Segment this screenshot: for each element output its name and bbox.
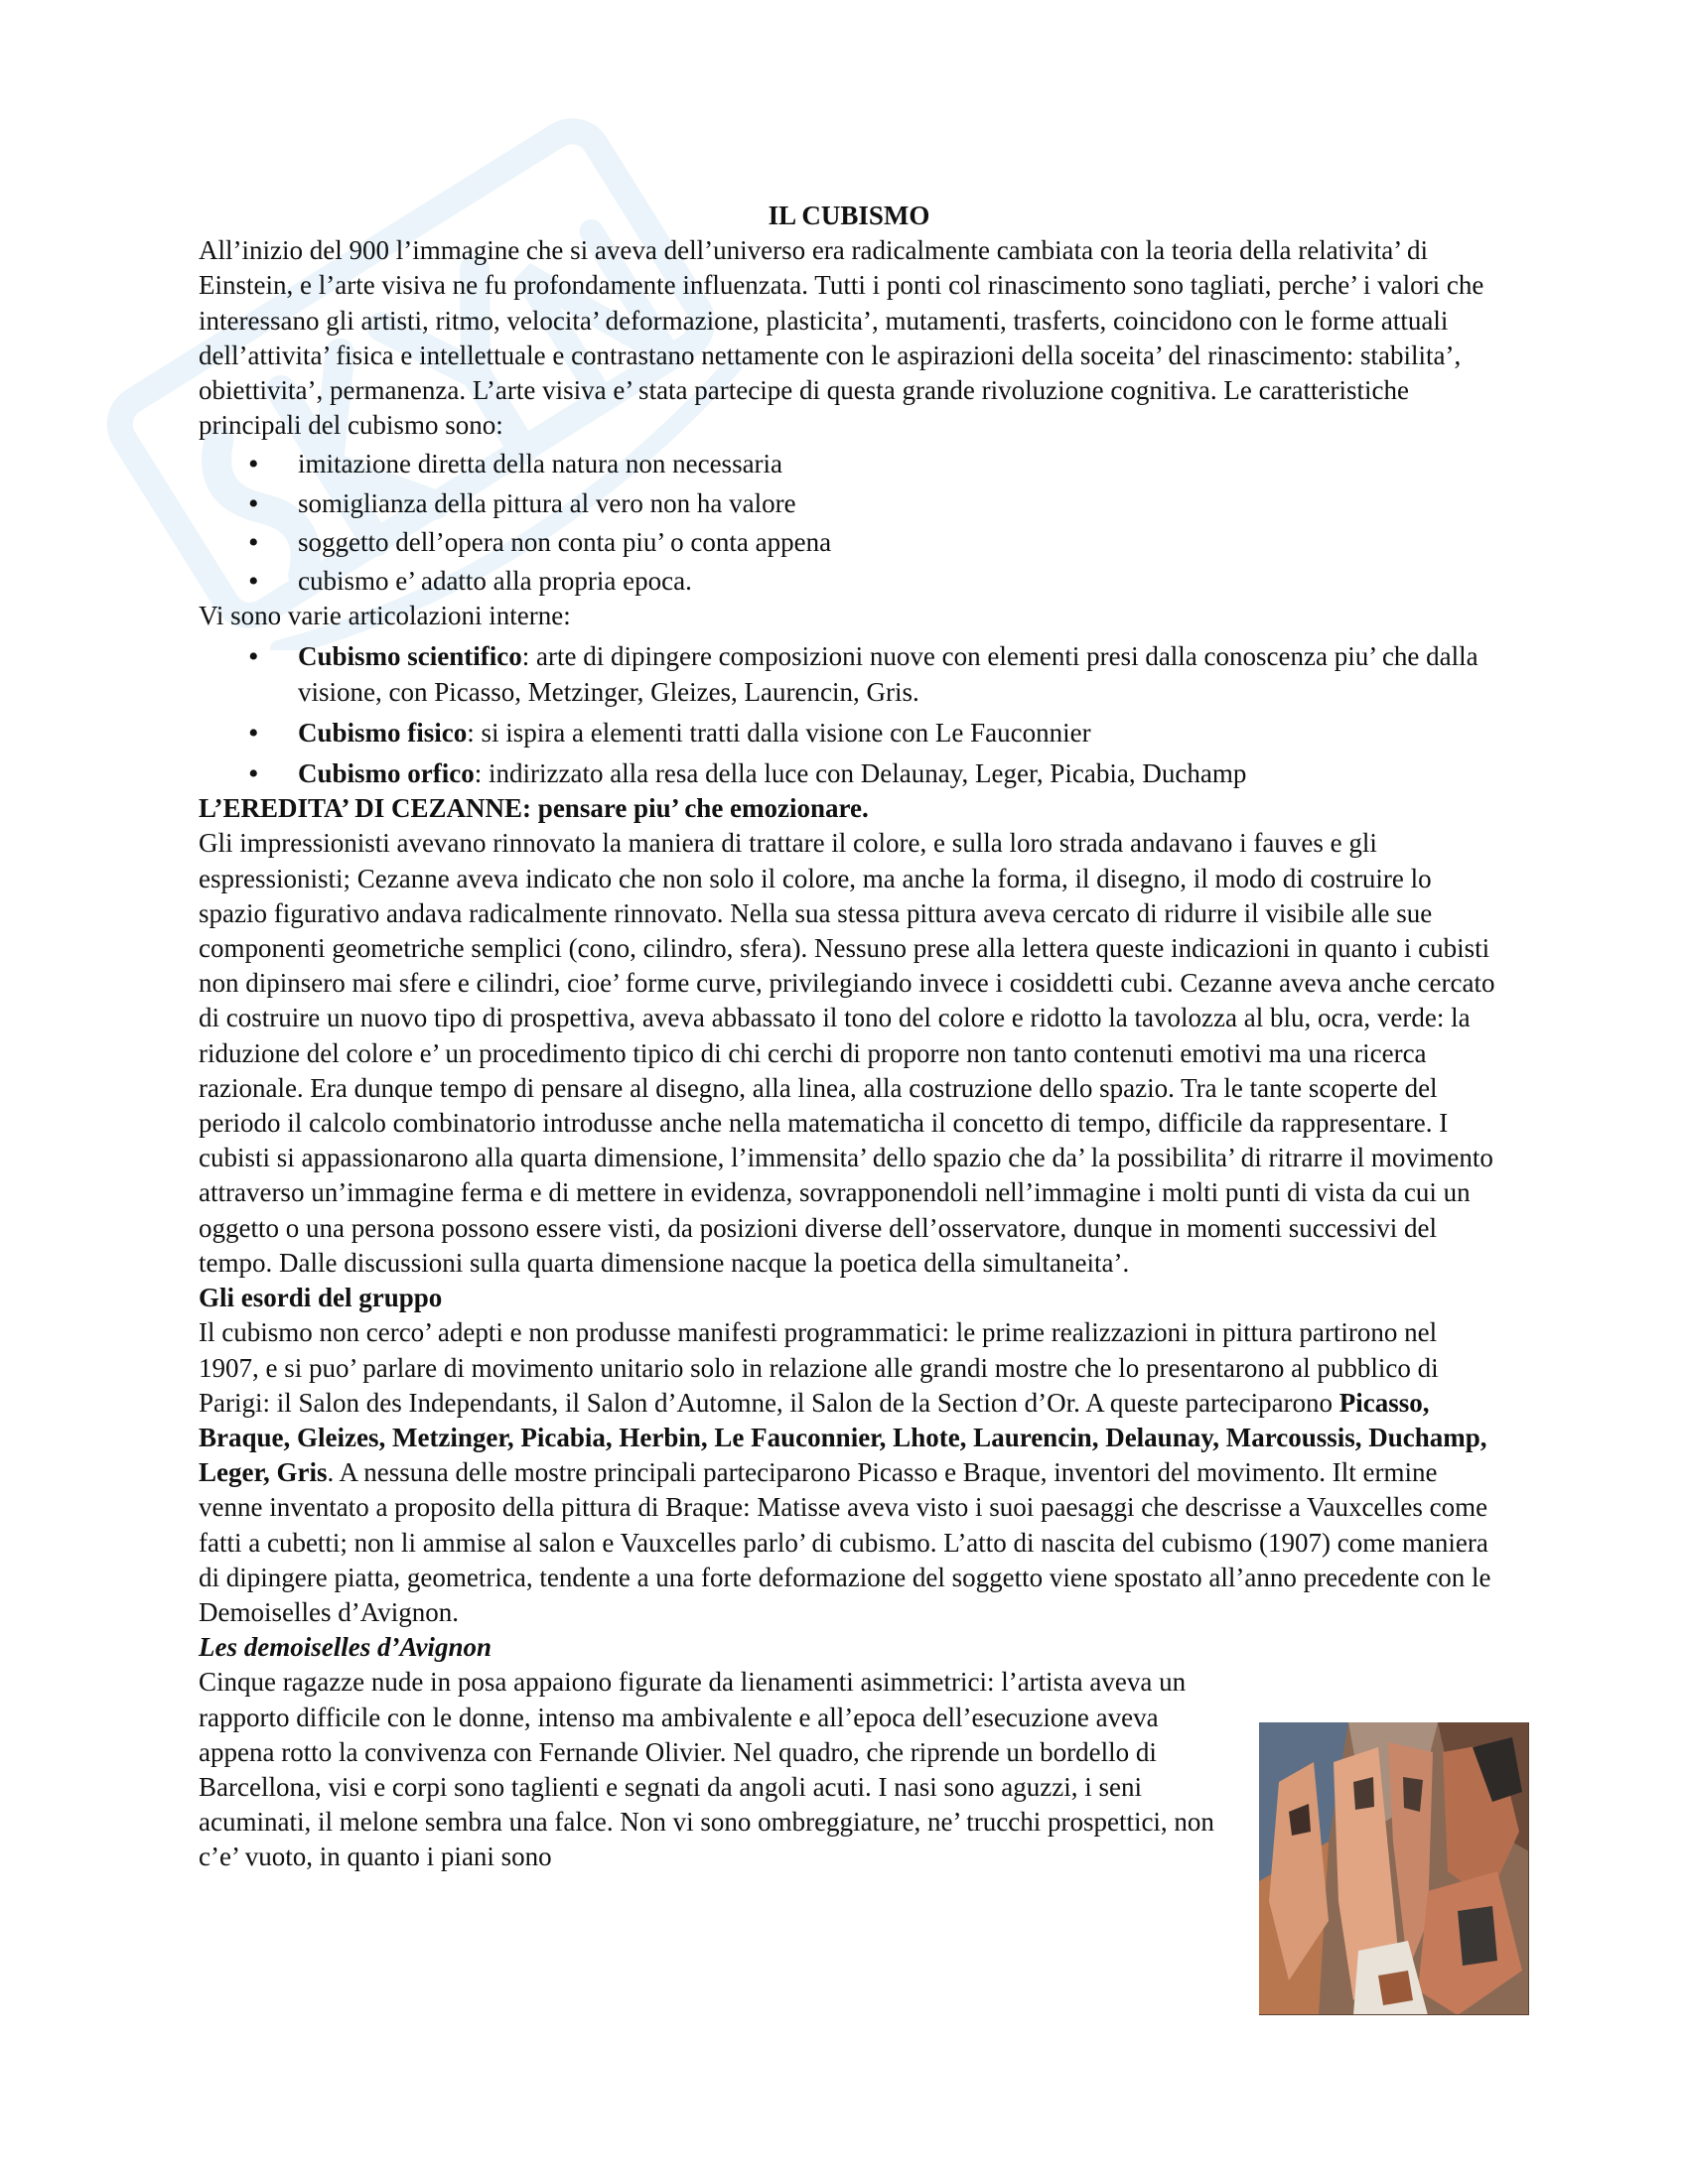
intro-paragraph: All’inizio del 900 l’immagine che si aveva dell’universo era radicalmente cambiata con la teoria della relativita’ di Einstein, e l’arte visiva ne fu profondamente influenzata. Tutti i ponti col rinascimento sono tagliati, perche’ i valori che interessano gli artisti, ritmo, velocita’ deformazione, plasticita’, mutamenti, trasferts, coincidono con le forme attuali dell’attivita’ fisica e intellettuale e contrastano nettamente con le aspirazioni della soceita’ del rinascimento: stabilita’, obiettivita’, permanenza. L’arte visiva e’ stata partecipe di questa grande rivoluzione cognitiva. Le caratteristiche principali del cubismo sono: [199,235,1484,441]
features-list [199,447,1499,599]
list-item [199,756,1499,791]
list-item: • cubismo e’ adatto alla propria epoca. [199,564,1499,599]
esordi-paragraph [199,1315,1499,1630]
esordi-text-after: . A nessuna delle mostre principali parteciparono Picasso e Braque, inventori del movimento. Ilt ermine venne inventato a proposito della pittura di Braque: Matisse aveva visto i suoi paesaggi che descrisse a Vauxcelles come fatti a cubetti; non li ammise al salon e Vauxcelles parlo’ di cubismo. L’atto di nascita del cubismo (1907) come maniera di dipingere piatta, geometrica, tendente a una forte deformazione del soggetto viene spostato all’anno precedente con le Demoiselles d’Avignon. [199,1457,1491,1627]
articulation-term: Cubismo scientifico [298,641,522,672]
list-item: • imitazione diretta della natura non necessaria [199,447,1499,481]
demoiselles-paragraph: Cinque ragazze nude in posa appaiono figurate da lienamenti asimmetrici: l’artista aveva un rapporto difficile con le donne, intenso ma ambivalente e all’epoca dell’esecuzione aveva appena rotto la convivenza con Fernande Olivier. Nel quadro, che riprende un bordello di Barcellona, visi e corpi sono taglienti e segnati da angoli acuti. I nasi sono aguzzi, i seni acuminati, il melone sembra una falce. Non vi sono ombreggiature, ne’ trucchi prospettici, non c’e’ vuoto, in quanto i piani sono [199,1667,1214,1872]
esordi-text-before: Il cubismo non cerco’ adepti e non produsse manifesti programmatici: le prime realizzazioni in pittura partirono nel 1907, e si puo’ parlare di movimento unitario solo in relazione alle grandi mostre che lo presentarono al pubblico di Parigi: il Salon des Independants, il Salon d’Automne, il Salon de la Section d’Or. A queste parteciparono [199,1317,1439,1418]
articulations-intro: Vi sono varie articolazioni interne: [199,601,571,631]
articulation-term: Cubismo orfico [298,758,475,789]
section-heading-demoiselles: Les demoiselles d’Avignon [199,1632,492,1663]
articulation-text: : si ispira a elementi tratti dalla visione con Le Fauconnier [467,717,1091,748]
section-heading-cezanne: L’EREDITA’ DI CEZANNE: pensare piu’ che emozionare. [199,793,869,824]
esordi-artists: Picasso, Braque, Gleizes, Metzinger, Picabia, Herbin, Le Fauconnier, Lhote, Laurencin, Delaunay, Marcoussis, Duchamp, Leger, Gris [199,1387,1487,1488]
articulation-term: Cubismo fisico [298,717,468,748]
articulation-text: : arte di dipingere composizioni nuove con elementi presi dalla conoscenza piu’ che dalla visione, con Picasso, Metzinger, Gleizes, Laurencin, Gris. [298,641,1478,707]
articulation-text: : indirizzato alla resa della luce con Delaunay, Leger, Picabia, Duchamp [474,758,1247,789]
list-item [199,716,1499,751]
document-title: IL CUBISMO [768,201,930,230]
articulations-list [199,639,1499,791]
section-heading-esordi: Gli esordi del gruppo [199,1283,443,1313]
list-item [199,639,1499,709]
list-item: • soggetto dell’opera non conta piu’ o conta appena [199,525,1499,560]
document-page [199,199,1499,1875]
list-item: • somiglianza della pittura al vero non ha valore [199,486,1499,521]
painting-image [1259,1722,1529,2015]
cezanne-paragraph: Gli impressionisti avevano rinnovato la maniera di trattare il colore, e sulla loro strada andavano i fauves e gli espressionisti; Cezanne aveva indicato che non solo il colore, ma anche la forma, il disegno, il modo di costruire lo spazio figurativo andava radicalmente rinnovato. Nella sua stessa pittura aveva cercato di ridurre il visibile alle sue componenti geometriche semplici (cono, cilindro, sfera). Nessuno prese alla lettera queste indicazioni in quanto i cubisti non dipinsero mai sfere e cilindri, cioe’ forme curve, privilegiando invece i cosiddetti cubi. Cezanne aveva anche cercato di costruire un nuovo tipo di prospettiva, aveva abbassato il tono del colore e ridotto la tavolozza al blu, ocra, verde: la riduzione del colore e’ un procedimento tipico di chi cerchi di proporre non tanto contenuti emotivi ma una ricerca razionale. Era dunque tempo di pensare al disegno, alla linea, alla costruzione dello spazio. Tra le tante scoperte del periodo il calcolo combinatorio introdusse anche nella matematicha il concetto di tempo, difficile da rappresentare. I cubisti si appassionarono alla quarta dimensione, l’immensita’ dello spazio che da’ la possibilita’ di ritrarre il movimento attraverso un’immagine ferma e di mettere in evidenza, sovrapponendoli nell’immagine i molti punti di vista da cui un oggetto o una persona possono essere visti, da posizioni diverse dell’osservatore, dunque in momenti successivi del tempo. Dalle discussioni sulla quarta dimensione nacque la poetica della simultaneita’. [199,828,1495,1278]
